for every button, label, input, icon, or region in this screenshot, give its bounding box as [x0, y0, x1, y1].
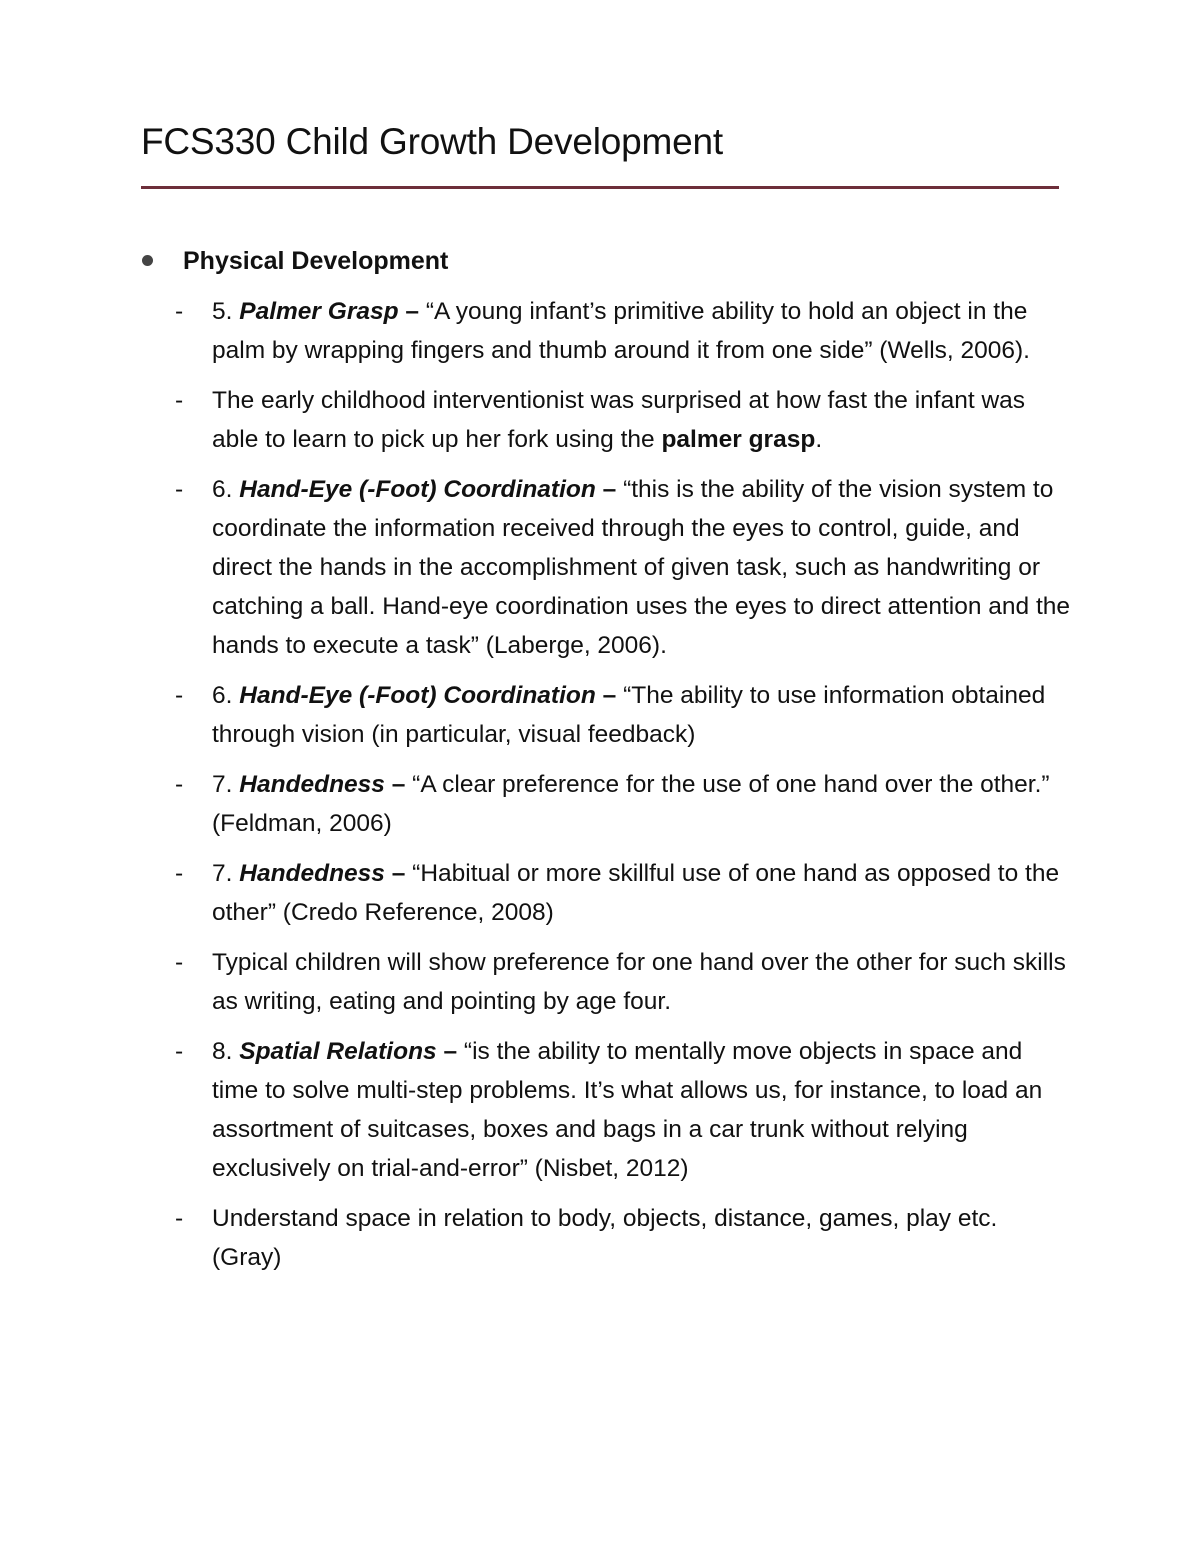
item-text: Understand space in relation to body, objects, distance, games, play etc. (Gray): [212, 1205, 998, 1271]
dash-marker: -: [175, 1038, 184, 1065]
section-heading: Physical Development: [183, 247, 449, 275]
list-item: [141, 676, 1072, 754]
list-item: [141, 381, 1072, 459]
dash-marker: -: [175, 771, 184, 798]
section-heading-row: [141, 243, 1071, 279]
list-item: [141, 470, 1072, 665]
item-bold-term: palmer grasp: [661, 426, 816, 453]
dash-marker: -: [175, 1205, 184, 1232]
list-item: [141, 854, 1072, 932]
item-separator: –: [384, 771, 406, 798]
item-text-end: .: [815, 426, 823, 453]
item-separator: –: [384, 860, 406, 887]
item-separator: –: [595, 682, 617, 709]
dash-marker: -: [175, 949, 184, 976]
list-item: [141, 943, 1072, 1021]
item-term: Spatial Relations: [239, 1038, 437, 1065]
item-text: The early childhood interventionist was surprised at how fast the infant was able to learn to pick up her fork using the: [212, 387, 1026, 453]
dash-marker: -: [175, 298, 184, 325]
item-text: “is the ability to mentally move objects in space and time to solve multi-step problems. It’s what allows us, for instance, to load an assortment of suitcases, boxes and bags in a car trunk without relying exclusively on trial-and-error” (Nisbet, 2012): [212, 1038, 1043, 1182]
dash-marker: -: [175, 860, 184, 887]
item-term: Palmer Grasp: [239, 298, 399, 325]
dash-marker: -: [175, 682, 184, 709]
item-number: 5.: [212, 298, 240, 325]
list-item: [141, 292, 1072, 370]
item-text: “A young infant’s primitive ability to hold an object in the palm by wrapping fingers and thumb around it from one side” (Wells, 2006).: [212, 298, 1030, 364]
item-text: “this is the ability of the vision system to coordinate the information received through the eyes to control, guide, and direct the hands in the accomplishment of given task, such as handwriting or catching a ball. Hand-eye coordination uses the eyes to direct attention and the hands to execute a task” (Laberge, 2006).: [212, 476, 1071, 659]
item-term: Hand-Eye (-Foot) Coordination: [239, 476, 596, 503]
item-separator: –: [436, 1038, 458, 1065]
item-term: Handedness: [239, 860, 385, 887]
definition-list: [141, 292, 1071, 1277]
item-text: Typical children will show preference for one hand over the other for such skills as writing, eating and pointing by age four.: [212, 949, 1066, 1015]
item-number: 7.: [212, 771, 240, 798]
item-term: Handedness: [239, 771, 385, 798]
item-term: Hand-Eye (-Foot) Coordination: [239, 682, 596, 709]
item-number: 6.: [212, 476, 240, 503]
item-text: “A clear preference for the use of one hand over the other.” (Feldman, 2006): [212, 771, 1050, 837]
list-item: [141, 1199, 1072, 1277]
dash-marker: -: [175, 387, 184, 414]
item-separator: –: [398, 298, 420, 325]
item-text: “Habitual or more skillful use of one hand as opposed to the other” (Credo Reference, 2008): [212, 860, 1060, 926]
list-item: [141, 765, 1072, 843]
item-separator: –: [595, 476, 617, 503]
list-item: [141, 1032, 1072, 1188]
item-number: 8.: [212, 1038, 240, 1065]
item-text: “The ability to use information obtained through vision (in particular, visual feedback): [212, 682, 1046, 748]
physical-development-section: [141, 243, 1071, 1275]
item-number: 7.: [212, 860, 240, 887]
item-number: 6.: [212, 682, 240, 709]
title-underline-rule: [141, 186, 1059, 189]
document-title: FCS330 Child Growth Development: [141, 121, 723, 162]
dash-marker: -: [175, 476, 184, 503]
bullet-icon: [142, 255, 153, 266]
